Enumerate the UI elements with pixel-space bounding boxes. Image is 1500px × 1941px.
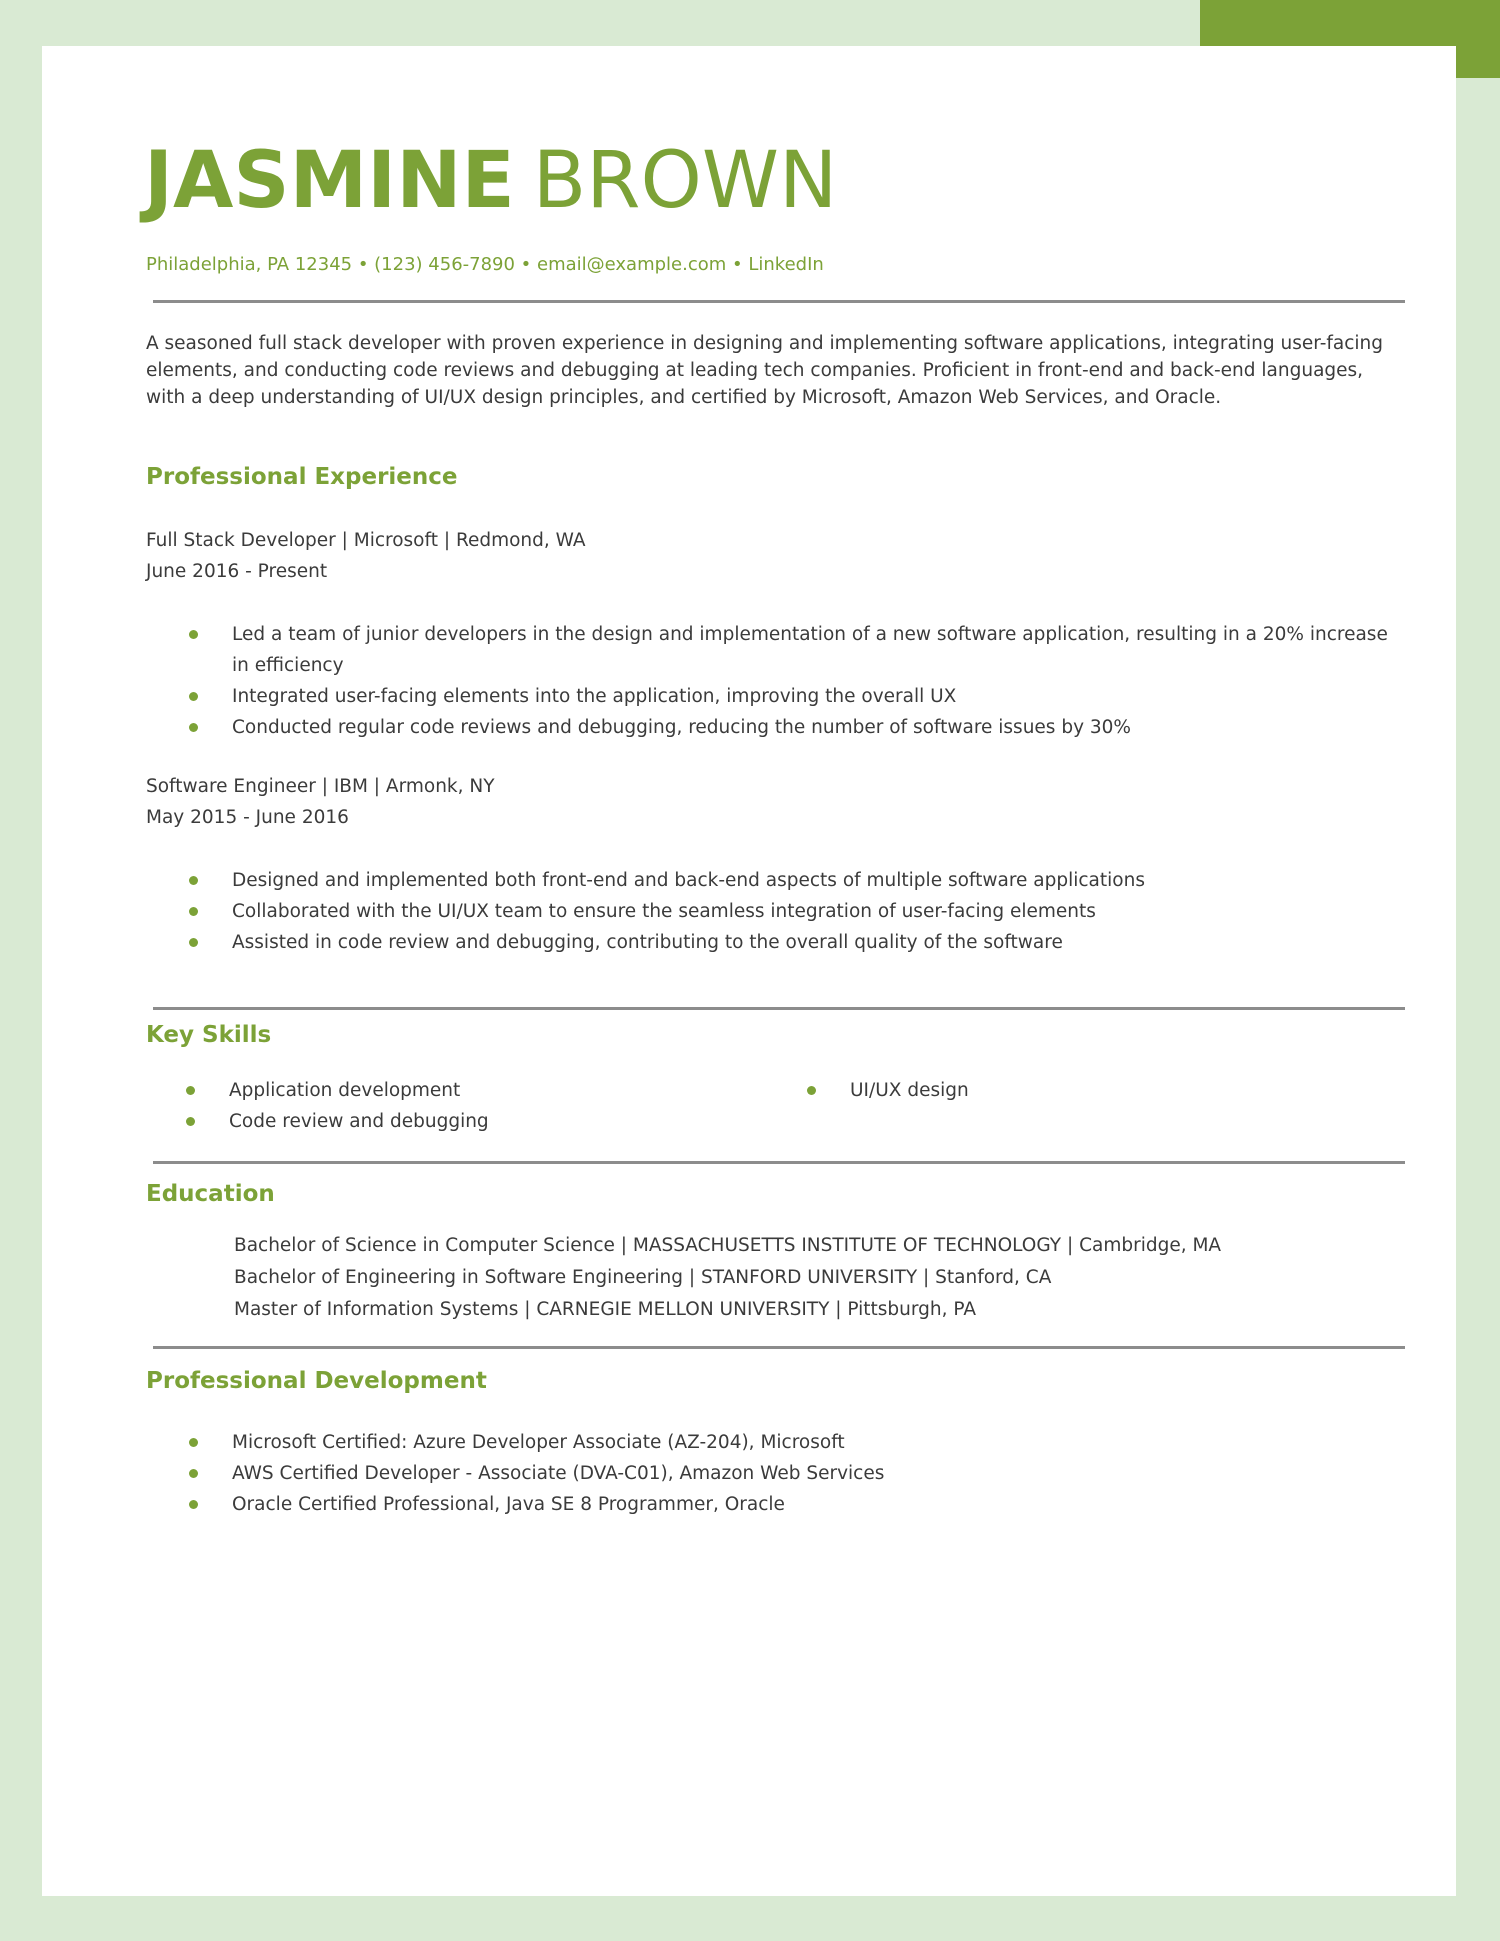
bullet-text: Designed and implemented both front-end and back-end aspects of multiple software applications bbox=[232, 870, 1145, 891]
list-item bbox=[144, 619, 1406, 681]
certification-text: AWS Certified Developer - Associate (DVA-C01), Amazon Web Services bbox=[232, 1463, 885, 1484]
divider-development bbox=[153, 1346, 1405, 1349]
skill-text: Code review and debugging bbox=[229, 1111, 489, 1132]
education-item: Bachelor of Engineering in Software Engineering | STANFORD UNIVERSITY | Stanford, CA bbox=[234, 1267, 1052, 1288]
development-list bbox=[144, 1427, 1406, 1520]
skills-left-column bbox=[144, 1075, 489, 1137]
bullet-text: Assisted in code review and debugging, contributing to the overall quality of the software bbox=[232, 932, 1063, 953]
education-list bbox=[234, 1230, 1221, 1326]
bullet-dot-icon bbox=[186, 1117, 195, 1126]
skill-text: Application development bbox=[229, 1080, 461, 1101]
bullet-text: Integrated user-facing elements into the application, improving the overall UX bbox=[232, 686, 957, 707]
bullet-dot-icon bbox=[189, 1500, 198, 1509]
list-item bbox=[144, 865, 1406, 896]
list-item bbox=[144, 1075, 489, 1106]
certification-text: Microsoft Certified: Azure Developer Associate (AZ-204), Microsoft bbox=[232, 1432, 845, 1453]
certification-text: Oracle Certified Professional, Java SE 8 Programmer, Oracle bbox=[232, 1494, 785, 1515]
bullet-text: Led a team of junior developers in the design and implementation of a new software application, resulting in a 20% increase in efficiency bbox=[232, 624, 1388, 676]
skills-heading: Key Skills bbox=[146, 1022, 272, 1048]
job-2-bullets bbox=[144, 865, 1406, 958]
bullet-text: Conducted regular code reviews and debugging, reducing the number of software issues by 30% bbox=[232, 717, 1132, 738]
education-heading: Education bbox=[146, 1181, 275, 1207]
candidate-name bbox=[144, 136, 838, 226]
list-item bbox=[144, 681, 1406, 712]
bullet-dot-icon bbox=[189, 876, 198, 885]
skills-right-column bbox=[765, 1075, 969, 1106]
bullet-dot-icon bbox=[189, 938, 198, 947]
education-item: Master of Information Systems | CARNEGIE MELLON UNIVERSITY | Pittsburgh, PA bbox=[234, 1299, 977, 1320]
divider-header bbox=[153, 300, 1405, 303]
job-title-2: Software Engineer | IBM | Armonk, NY bbox=[146, 776, 495, 797]
bullet-dot-icon bbox=[189, 907, 198, 916]
job-dates-1: June 2016 - Present bbox=[146, 561, 328, 582]
bullet-text: Collaborated with the UI/UX team to ensure the seamless integration of user-facing elements bbox=[232, 901, 1096, 922]
bullet-dot-icon bbox=[186, 1086, 195, 1095]
bullet-dot-icon bbox=[189, 630, 198, 639]
first-name: JASMINE bbox=[144, 136, 515, 226]
list-item bbox=[144, 1427, 1406, 1458]
development-heading: Professional Development bbox=[146, 1368, 487, 1394]
last-name: BROWN bbox=[532, 136, 838, 226]
list-item bbox=[144, 927, 1406, 958]
list-item bbox=[144, 896, 1406, 927]
bullet-dot-icon bbox=[189, 1438, 198, 1447]
resume-page bbox=[42, 46, 1456, 1896]
list-item bbox=[144, 1458, 1406, 1489]
divider-skills bbox=[153, 1007, 1405, 1010]
job-title-1: Full Stack Developer | Microsoft | Redmond, WA bbox=[146, 530, 586, 551]
list-item bbox=[144, 712, 1406, 743]
list-item bbox=[765, 1075, 969, 1106]
job-dates-2: May 2015 - June 2016 bbox=[146, 807, 349, 828]
bullet-dot-icon bbox=[189, 692, 198, 701]
education-item: Bachelor of Science in Computer Science | MASSACHUSETTS INSTITUTE OF TECHNOLOGY | Cambridge, MA bbox=[234, 1235, 1222, 1256]
summary-paragraph: A seasoned full stack developer with proven experience in designing and implementing software applications, integrating user-facing elements, and conducting code reviews and debugging at leading tech companies. Proficient in front-end and back-end languages, with a deep understanding of UI/UX design principles, and certified by Microsoft, Amazon Web Services, and Oracle. bbox=[146, 333, 1384, 408]
list-item bbox=[144, 1489, 1406, 1520]
bullet-dot-icon bbox=[807, 1086, 816, 1095]
divider-education bbox=[153, 1161, 1405, 1164]
experience-heading: Professional Experience bbox=[146, 464, 458, 490]
skill-text: UI/UX design bbox=[850, 1080, 969, 1101]
bullet-dot-icon bbox=[189, 1469, 198, 1478]
list-item bbox=[144, 1106, 489, 1137]
job-1-bullets bbox=[144, 619, 1406, 743]
bullet-dot-icon bbox=[189, 723, 198, 732]
contact-line: Philadelphia, PA 12345 • (123) 456-7890 • email@example.com • LinkedIn bbox=[146, 254, 824, 275]
